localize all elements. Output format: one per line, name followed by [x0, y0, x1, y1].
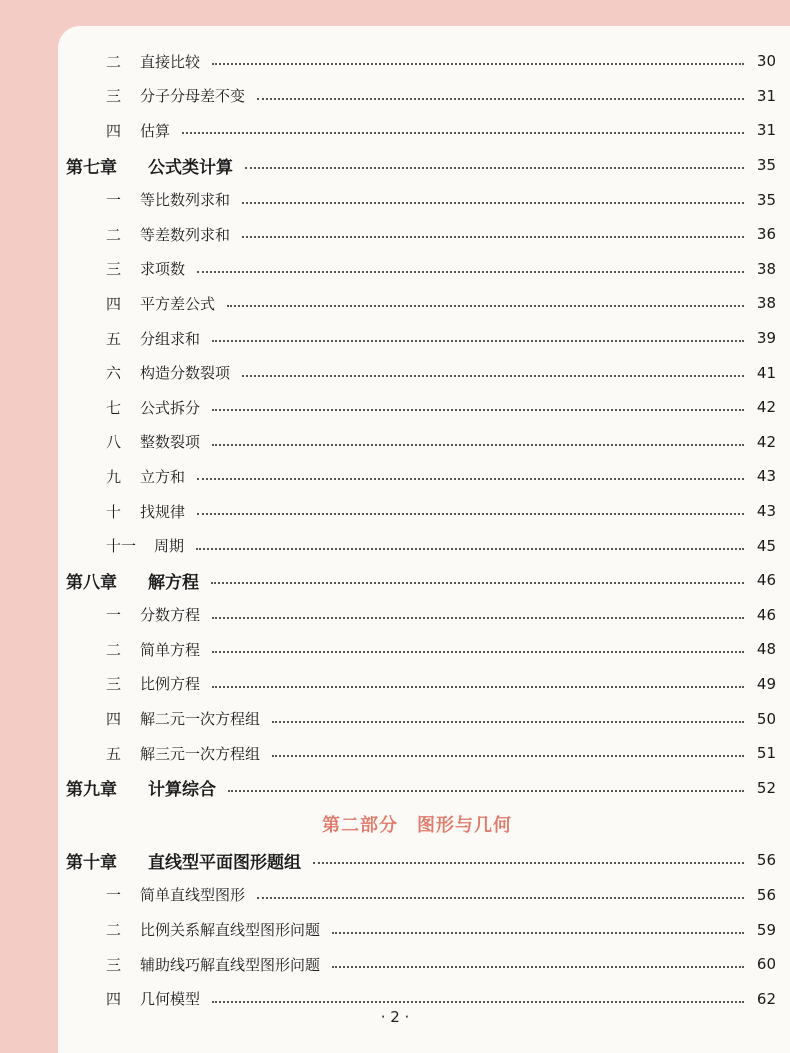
entry-number: 五 — [106, 329, 122, 348]
entry-number: 二 — [106, 921, 122, 940]
leader-dots — [272, 755, 744, 757]
leader-dots — [245, 167, 744, 169]
toc-entry[interactable] — [58, 113, 776, 148]
entry-page: 49 — [756, 674, 776, 693]
leader-dots — [227, 305, 744, 307]
part-heading: 第二部分 图形与几何 — [322, 815, 512, 837]
toc-entry[interactable] — [58, 736, 776, 771]
entry-page: 31 — [756, 86, 776, 105]
chapter-title: 解方程 — [148, 572, 199, 593]
leader-dots — [332, 932, 744, 934]
entry-page: 60 — [756, 955, 776, 974]
entry-page: 42 — [756, 432, 776, 451]
entry-title: 辅助线巧解直线型图形问题 — [140, 955, 321, 974]
entry-title: 公式拆分 — [140, 398, 201, 417]
leader-dots — [313, 862, 744, 864]
chapter-heading[interactable] — [58, 563, 776, 598]
leader-dots — [197, 513, 744, 515]
chapter-title: 计算综合 — [148, 780, 216, 801]
entry-page: 50 — [756, 709, 776, 728]
entry-number: 三 — [106, 675, 122, 694]
chapter-heading[interactable] — [58, 770, 776, 805]
leader-dots — [212, 409, 744, 411]
entry-number: 三 — [106, 955, 122, 974]
toc-entry[interactable] — [58, 321, 776, 356]
leader-dots — [332, 966, 744, 968]
entry-number: 十 — [106, 502, 122, 521]
entry-number: 二 — [106, 225, 122, 244]
entry-page: 62 — [756, 989, 776, 1008]
entry-title: 平方差公式 — [140, 294, 216, 313]
entry-title: 等差数列求和 — [140, 225, 231, 244]
entry-number: 一 — [106, 606, 122, 625]
entry-page: 51 — [756, 744, 776, 763]
toc-entry[interactable] — [58, 598, 776, 633]
entry-title: 构造分数裂项 — [140, 364, 231, 383]
entry-title: 等比数列求和 — [140, 191, 231, 210]
leader-dots — [212, 686, 744, 688]
entry-title: 周期 — [154, 537, 185, 556]
leader-dots — [257, 98, 744, 100]
entry-page: 30 — [756, 52, 776, 71]
chapter-page: 35 — [756, 156, 776, 175]
entry-number: 十一 — [106, 537, 137, 556]
toc-entry[interactable] — [58, 355, 776, 390]
entry-page: 45 — [756, 536, 776, 555]
leader-dots — [212, 1001, 744, 1003]
entry-page: 31 — [756, 121, 776, 140]
entry-title: 几何模型 — [140, 990, 201, 1009]
leader-dots — [197, 478, 744, 480]
entry-number: 一 — [106, 191, 122, 210]
toc-entry[interactable] — [58, 912, 776, 947]
toc-entry[interactable] — [58, 459, 776, 494]
leader-dots — [212, 617, 744, 619]
entry-number: 二 — [106, 640, 122, 659]
chapter-heading[interactable] — [58, 843, 776, 878]
entry-number: 六 — [106, 364, 122, 383]
chapter-page: 46 — [756, 571, 776, 590]
entry-number: 八 — [106, 433, 122, 452]
entry-title: 整数裂项 — [140, 433, 201, 452]
entry-number: 一 — [106, 886, 122, 905]
entry-page: 56 — [756, 885, 776, 904]
entry-title: 立方和 — [140, 467, 186, 486]
entry-title: 解三元一次方程组 — [140, 744, 261, 763]
entry-number: 三 — [106, 87, 122, 106]
toc-entry[interactable] — [58, 528, 776, 563]
toc-entry[interactable] — [58, 947, 776, 982]
toc-entry[interactable] — [58, 878, 776, 913]
toc-entry[interactable] — [58, 286, 776, 321]
chapter-label: 第七章 — [66, 157, 117, 178]
page-number-footer: · 2 · — [380, 1008, 410, 1026]
leader-dots — [182, 132, 744, 134]
toc-entry[interactable] — [58, 79, 776, 114]
toc-entry[interactable] — [58, 217, 776, 252]
leader-dots — [212, 651, 744, 653]
entry-page: 42 — [756, 398, 776, 417]
entry-page: 38 — [756, 259, 776, 278]
leader-dots — [212, 444, 744, 446]
chapter-heading[interactable] — [58, 148, 776, 183]
entry-number: 四 — [106, 710, 122, 729]
entry-page: 46 — [756, 605, 776, 624]
entry-number: 四 — [106, 121, 122, 140]
entry-number: 四 — [106, 990, 122, 1009]
entry-page: 43 — [756, 502, 776, 521]
entry-title: 分子分母差不变 — [140, 87, 246, 106]
toc-entry[interactable] — [58, 182, 776, 217]
toc-entry[interactable] — [58, 252, 776, 287]
entry-title: 估算 — [140, 121, 171, 140]
chapter-label: 第八章 — [66, 572, 117, 593]
entry-title: 求项数 — [140, 260, 186, 279]
entry-page: 48 — [756, 640, 776, 659]
entry-page: 39 — [756, 329, 776, 348]
chapter-label: 第十章 — [66, 852, 117, 873]
entry-page: 36 — [756, 225, 776, 244]
leader-dots — [196, 548, 744, 550]
entry-title: 分数方程 — [140, 606, 201, 625]
entry-title: 找规律 — [140, 502, 186, 521]
entry-title: 简单方程 — [140, 640, 201, 659]
chapter-title: 直线型平面图形题组 — [148, 852, 301, 873]
table-of-contents — [58, 44, 776, 1016]
leader-dots — [212, 340, 744, 342]
leader-dots — [197, 271, 744, 273]
toc-entry[interactable] — [58, 494, 776, 529]
entry-page: 43 — [756, 467, 776, 486]
entry-title: 直接比较 — [140, 52, 201, 71]
entry-number: 五 — [106, 744, 122, 763]
entry-title: 简单直线型图形 — [140, 886, 246, 905]
chapter-page: 52 — [756, 778, 776, 797]
entry-title: 比例关系解直线型图形问题 — [140, 921, 321, 940]
leader-dots — [242, 375, 744, 377]
toc-entry[interactable] — [58, 632, 776, 667]
entry-number: 七 — [106, 398, 122, 417]
toc-entry[interactable] — [58, 44, 776, 79]
entry-number: 三 — [106, 260, 122, 279]
entry-number: 四 — [106, 294, 122, 313]
entry-number: 九 — [106, 467, 122, 486]
chapter-title: 公式类计算 — [148, 157, 233, 178]
entry-title: 分组求和 — [140, 329, 201, 348]
toc-entry[interactable] — [58, 425, 776, 460]
entry-page: 35 — [756, 190, 776, 209]
entry-page: 38 — [756, 294, 776, 313]
toc-entry[interactable] — [58, 390, 776, 425]
entry-page: 41 — [756, 363, 776, 382]
entry-number: 二 — [106, 52, 122, 71]
entry-title: 解二元一次方程组 — [140, 710, 261, 729]
leader-dots — [212, 63, 744, 65]
leader-dots — [272, 721, 744, 723]
toc-entry[interactable] — [58, 701, 776, 736]
toc-entry[interactable] — [58, 667, 776, 702]
leader-dots — [228, 790, 744, 792]
entry-page: 59 — [756, 920, 776, 939]
leader-dots — [211, 582, 744, 584]
entry-title: 比例方程 — [140, 675, 201, 694]
leader-dots — [257, 897, 744, 899]
chapter-page: 56 — [756, 851, 776, 870]
chapter-label: 第九章 — [66, 780, 117, 801]
leader-dots — [242, 202, 744, 204]
leader-dots — [242, 236, 744, 238]
